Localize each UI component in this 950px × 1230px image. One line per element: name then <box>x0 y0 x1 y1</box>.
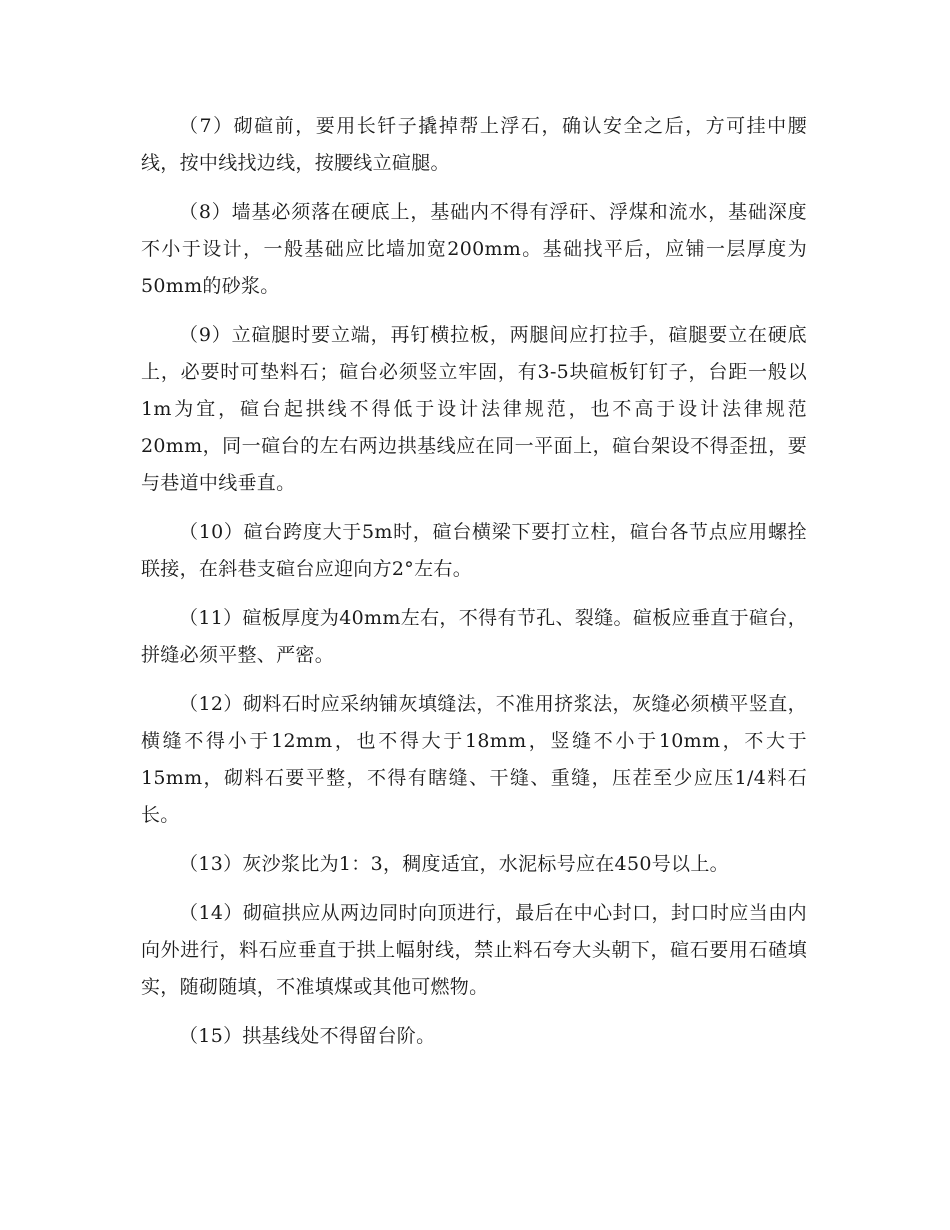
paragraph-9: （9）立碹腿时要立端，再钉横拉板，两腿间应打拉手，碹腿要立在硬底上，必要时可垫料石；碹台必须竖立牢固，有3-5块碹板钉钉子，台距一般以1m为宜，碹台起拱线不得低于设计法律规范，也不高于设计法律规范20mm，同一碹台的左右两边拱基线应在同一平面上，碹台架设不得歪扭，要与巷道中线垂直。 <box>141 324 807 494</box>
paragraph-12: （12）砌料石时应采纳铺灰填缝法，不准用挤浆法，灰缝必须横平竖直，横缝不得小于12mm，也不得大于18mm，竖缝不小于10mm，不大于15mm，砌料石要平整，不得有瞎缝、干缝、重缝，压茬至少应压1/4料石长。 <box>141 693 807 826</box>
paragraph-13: （13）灰沙浆比为1：3，稠度适宜，水泥标号应在450号以上。 <box>179 853 729 875</box>
paragraph-11: （11）碹板厚度为40mm左右，不得有节孔、裂缝。碹板应垂直于碹台，拼缝必须平整、严密。 <box>141 607 807 666</box>
paragraph-10: （10）碹台跨度大于5m时，碹台横梁下要打立柱，碹台各节点应用螺拴联接，在斜巷支碹台应迎向方2°左右。 <box>141 521 807 580</box>
paragraph-14: （14）砌碹拱应从两边同时向顶进行，最后在中心封口，封口时应当由内向外进行，料石应垂直于拱上幅射线，禁止料石夸大头朝下，碹石要用石碴填实，随砌随填，不准填煤或其他可燃物。 <box>141 902 807 998</box>
paragraph-15: （15）拱基线处不得留台阶。 <box>179 1025 436 1047</box>
document-body <box>141 108 807 1067</box>
paragraph-8: （8）墙基必须落在硬底上，基础内不得有浮矸、浮煤和流水，基础深度不小于设计，一般基础应比墙加宽200mm。基础找平后，应铺一层厚度为50mm的砂浆。 <box>141 201 807 297</box>
paragraph-7: （7）砌碹前，要用长钎子撬掉帮上浮石，确认安全之后，方可挂中腰线，按中线找边线，按腰线立碹腿。 <box>141 115 807 174</box>
